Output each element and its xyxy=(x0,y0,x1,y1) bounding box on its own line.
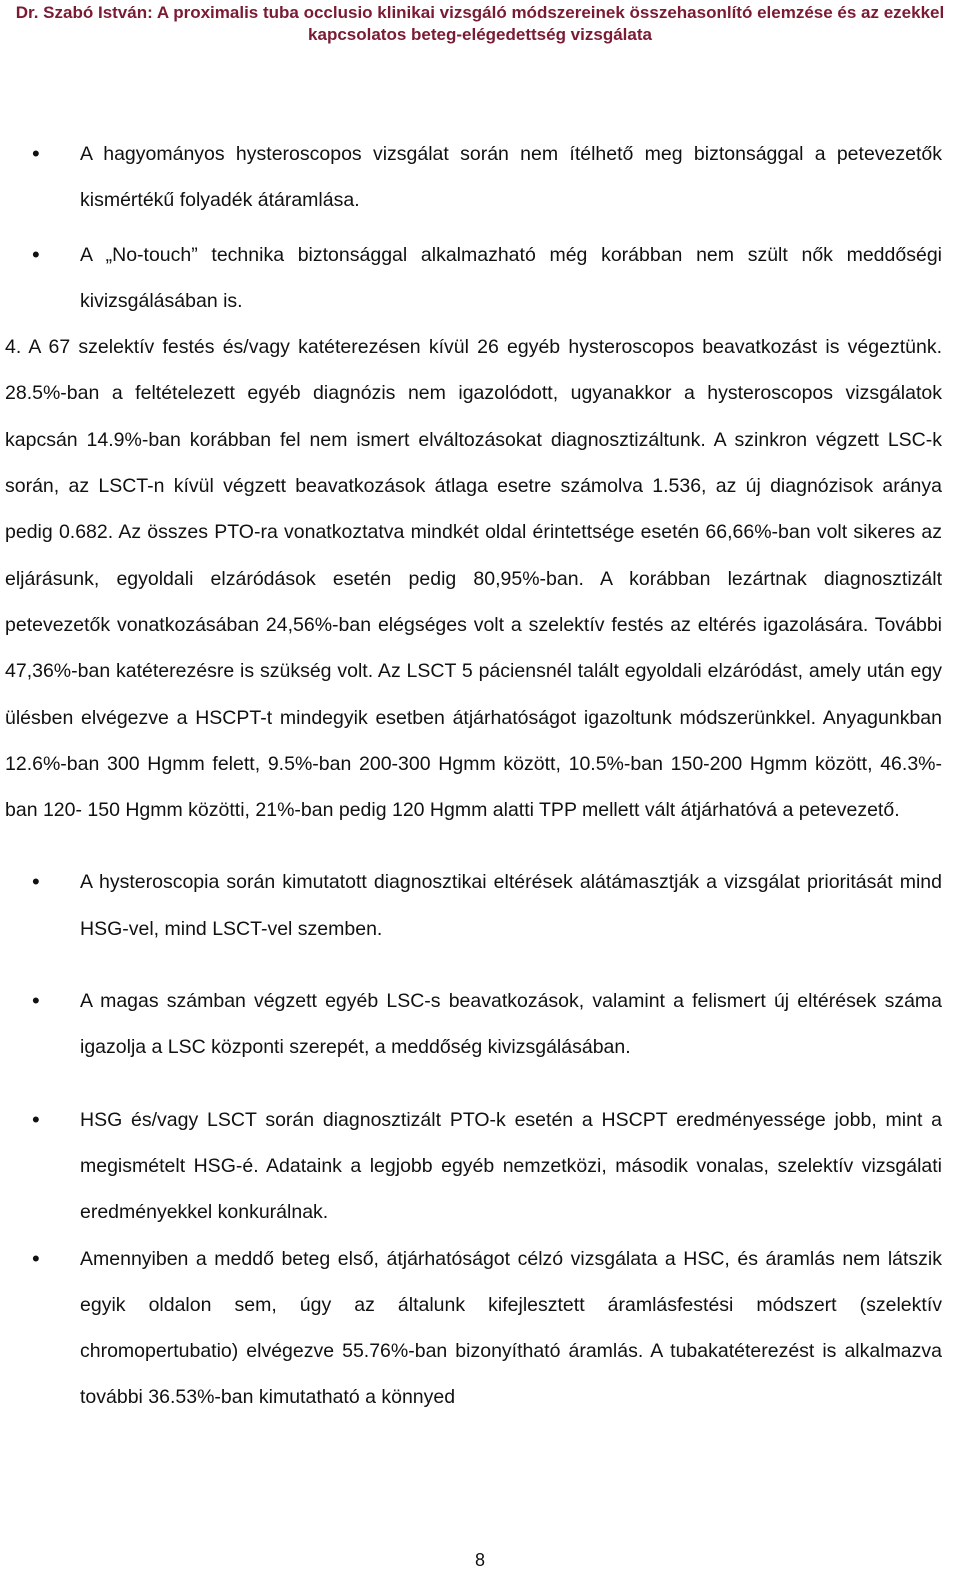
running-header xyxy=(0,2,960,46)
bullet-icon: • xyxy=(32,1245,40,1271)
bullet-item xyxy=(32,232,942,325)
bullet-icon: • xyxy=(32,869,40,895)
header-line-1: Dr. Szabó István: A proximalis tuba occlusio klinikai vizsgáló módszereinek összehasonlító elemzése és az ezekkel xyxy=(15,3,945,22)
bullet-item xyxy=(32,1097,942,1236)
bullet-icon: • xyxy=(32,241,40,267)
body-text xyxy=(0,131,960,1421)
bullet-item xyxy=(32,1236,942,1421)
bullet-icon: • xyxy=(32,1106,40,1132)
header-line-2: kapcsolatos beteg-elégedettség vizsgálata xyxy=(308,25,652,44)
bullet-text: A hysteroscopia során kimutatott diagnosztikai eltérések alátámasztják a vizsgálat prioritását mind HSG-vel, mind LSCT-vel szemben. xyxy=(80,871,942,940)
page-number: 8 xyxy=(474,1550,485,1570)
bullet-icon: • xyxy=(32,141,40,166)
numbered-paragraph-4: 4. A 67 szelektív festés és/vagy katéterezésen kívül 26 egyéb hysteroscopos beavatkozást is végeztünk. 28.5%-ban a feltételezett egyéb diagnózis nem igazolódott, ugyanakkor a hysteroscopos vizsgálatok kapcsán 14.9%-ban korábban fel nem ismert elváltozásokat diagnosztizáltunk. A szinkron végzett LSC-k során, az LSCT-n kívül végzett beavatkozások átlaga esetre számolva 1.536, az új diagnózisok aránya pedig 0.682. Az összes PTO-ra vonatkoztatva mindkét oldal érintettsége esetén 66,66%-ban volt sikeres az eljárásunk, egyoldali elzáródások esetén pedig 80,95%-ban. A korábban lezártnak diagnosztizált petevezetők vonatkozásában 24,56%-ban elégséges volt a szelektív festés az eltérés igazolására. További 47,36%-ban katéterezésre is szükség volt. Az LSCT 5 páciensnél talált egyoldali elzáródást, amely után egy ülésben elvégezve a HSCPT-t mindegyik esetben átjárhatóságot igazoltunk módszerünkkel. Anyagunkban 12.6%-ban 300 Hgmm felett, 9.5%-ban 200-300 Hgmm között, 10.5%-ban 150-200 Hgmm között, 46.3%-ban 120- 150 Hgmm közötti, 21%-ban pedig 120 Hgmm alatti TPP mellett vált átjárhatóvá a petevezető. xyxy=(5,336,942,822)
bullet-item xyxy=(32,859,942,952)
bullet-text: A magas számban végzett egyéb LSC-s beavatkozások, valamint a felismert új eltérések száma igazolja a LSC központi szerepét, a meddőség kivizsgálásában. xyxy=(80,990,942,1059)
bullet-icon: • xyxy=(32,988,40,1014)
bullet-text: A „No-touch” technika biztonsággal alkalmazható még korábban nem szült nők meddőségi kivizsgálásában is. xyxy=(80,243,942,312)
bullet-text: A hagyományos hysteroscopos vizsgálat során nem ítélhető meg biztonsággal a petevezetők kismértékű folyadék átáramlása. xyxy=(80,143,942,212)
bullet-item xyxy=(32,131,942,224)
bullet-text: Amennyiben a meddő beteg első, átjárhatóságot célzó vizsgálata a HSC, és áramlás nem látszik egyik oldalon sem, úgy az általunk kifejlesztett áramlásfestési módszert (szelektív chromopertubatio) elvégezve 55.76%-ban bizonyítható áramlás. A tubakatéterezést is alkalmazva további 36.53%-ban kimutatható a könnyed xyxy=(80,1247,942,1409)
bullet-text: HSG és/vagy LSCT során diagnosztizált PTO-k esetén a HSCPT eredményessége jobb, mint a megismételt HSG-é. Adataink a legjobb egyéb nemzetközi, második vonalas, szelektív vizsgálati eredményekkel konkurálnak. xyxy=(80,1108,942,1224)
bullet-item xyxy=(32,978,942,1071)
